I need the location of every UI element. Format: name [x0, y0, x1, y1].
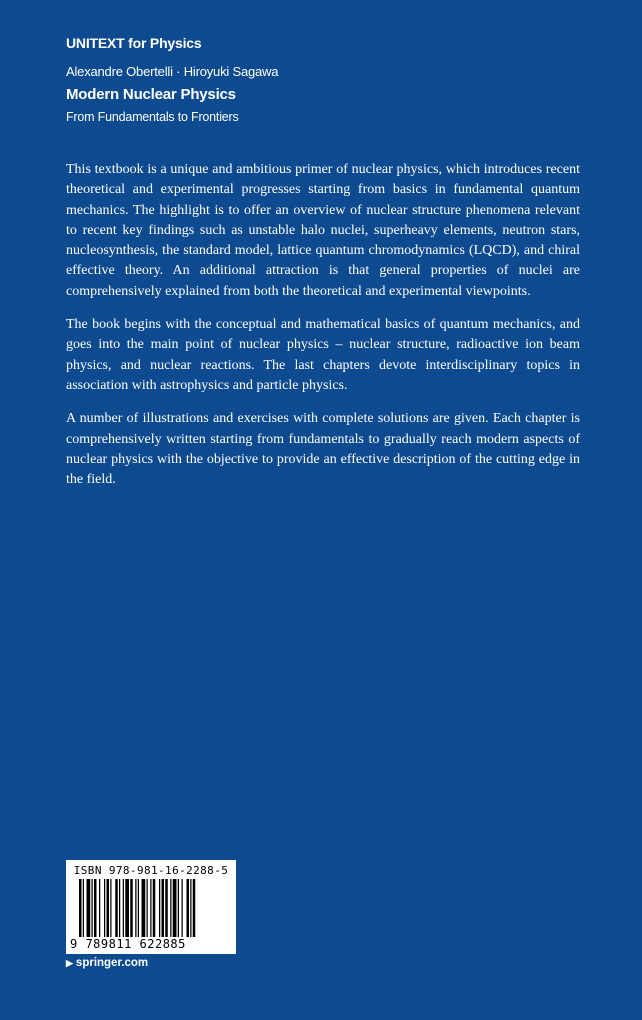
barcode-bar [170, 879, 171, 937]
barcode-bar [107, 879, 110, 937]
barcode-bar [150, 879, 151, 937]
chevron-right-icon: ▶ [66, 958, 73, 968]
book-subtitle: From Fundamentals to Frontiers [66, 110, 239, 124]
book-title: Modern Nuclear Physics [66, 86, 236, 103]
barcode-bar [182, 879, 183, 937]
barcode-bar [173, 879, 177, 937]
barcode-bar [147, 879, 148, 937]
barcode-bar [165, 879, 168, 937]
series-name: UNITEXT for Physics [66, 35, 202, 51]
isbn-label: ISBN 978-981-16-2288-5 [73, 864, 229, 877]
barcode-bar [193, 879, 196, 937]
barcode-bar [142, 879, 146, 937]
barcode-bar [159, 879, 160, 937]
barcode-bar [187, 879, 190, 937]
barcode-bar [115, 879, 118, 937]
barcode-bar [110, 879, 111, 937]
barcode-bar [162, 879, 165, 937]
barcode-bar [99, 879, 100, 937]
barcode-bar [94, 879, 97, 937]
authors: Alexandre Obertelli · Hiroyuki Sagawa [66, 64, 279, 79]
barcode-bar [79, 879, 82, 937]
blurb-paragraph-3: A number of illustrations and exercises with complete solutions are given. Each chapter is comprehensively written starting from fundamentals to gradually reach modern aspects of nuclear physics with the objective to provide an effective description of the cutting edge in the field. [66, 411, 580, 488]
barcode-bar [83, 879, 84, 937]
barcode-bar [178, 879, 179, 937]
blurb-paragraph-2: The book begins with the conceptual and mathematical basics of quantum mechanics, and goes into the main point of nuclear physics – nuclear structure, radioactive ion beam physics, and nuclear reactions. The last chapters devote interdisciplinary topics in association with astrophysics and particle physics. [66, 317, 580, 393]
barcode-bar [190, 879, 191, 937]
barcode-bar [119, 879, 120, 937]
isbn-barcode [66, 860, 236, 954]
ean-digits: 9 789811 622885 [70, 937, 186, 951]
barcode-bar [125, 879, 129, 937]
barcode-bar [92, 879, 93, 937]
barcode-bar [87, 879, 91, 937]
barcode-bars [79, 879, 229, 937]
publisher-url [66, 957, 148, 969]
barcode-bar [123, 879, 124, 937]
blurb [66, 160, 580, 503]
barcode-bar [104, 879, 105, 937]
barcode-bar [135, 879, 136, 937]
barcode-bar [138, 879, 139, 937]
publisher-url-text: springer.com [75, 957, 149, 969]
barcode-bar [130, 879, 133, 937]
barcode-bar [153, 879, 156, 937]
blurb-paragraph-1: This textbook is a unique and ambitious primer of nuclear physics, which introduces recent theoretical and experimental progresses starting from basics in fundamental quantum mechanics. The highlight is to offer an overview of nuclear structure phenomena relevant to recent key findings such as unstable halo nuclei, superheavy elements, neutron stars, nucleosynthesis, the standard model, lattice quantum chromodynamics (LQCD), and chiral effective theory. An additional attraction is that general properties of nuclei are comprehensively explained from both the theoretical and experimental viewpoints. [66, 162, 580, 299]
